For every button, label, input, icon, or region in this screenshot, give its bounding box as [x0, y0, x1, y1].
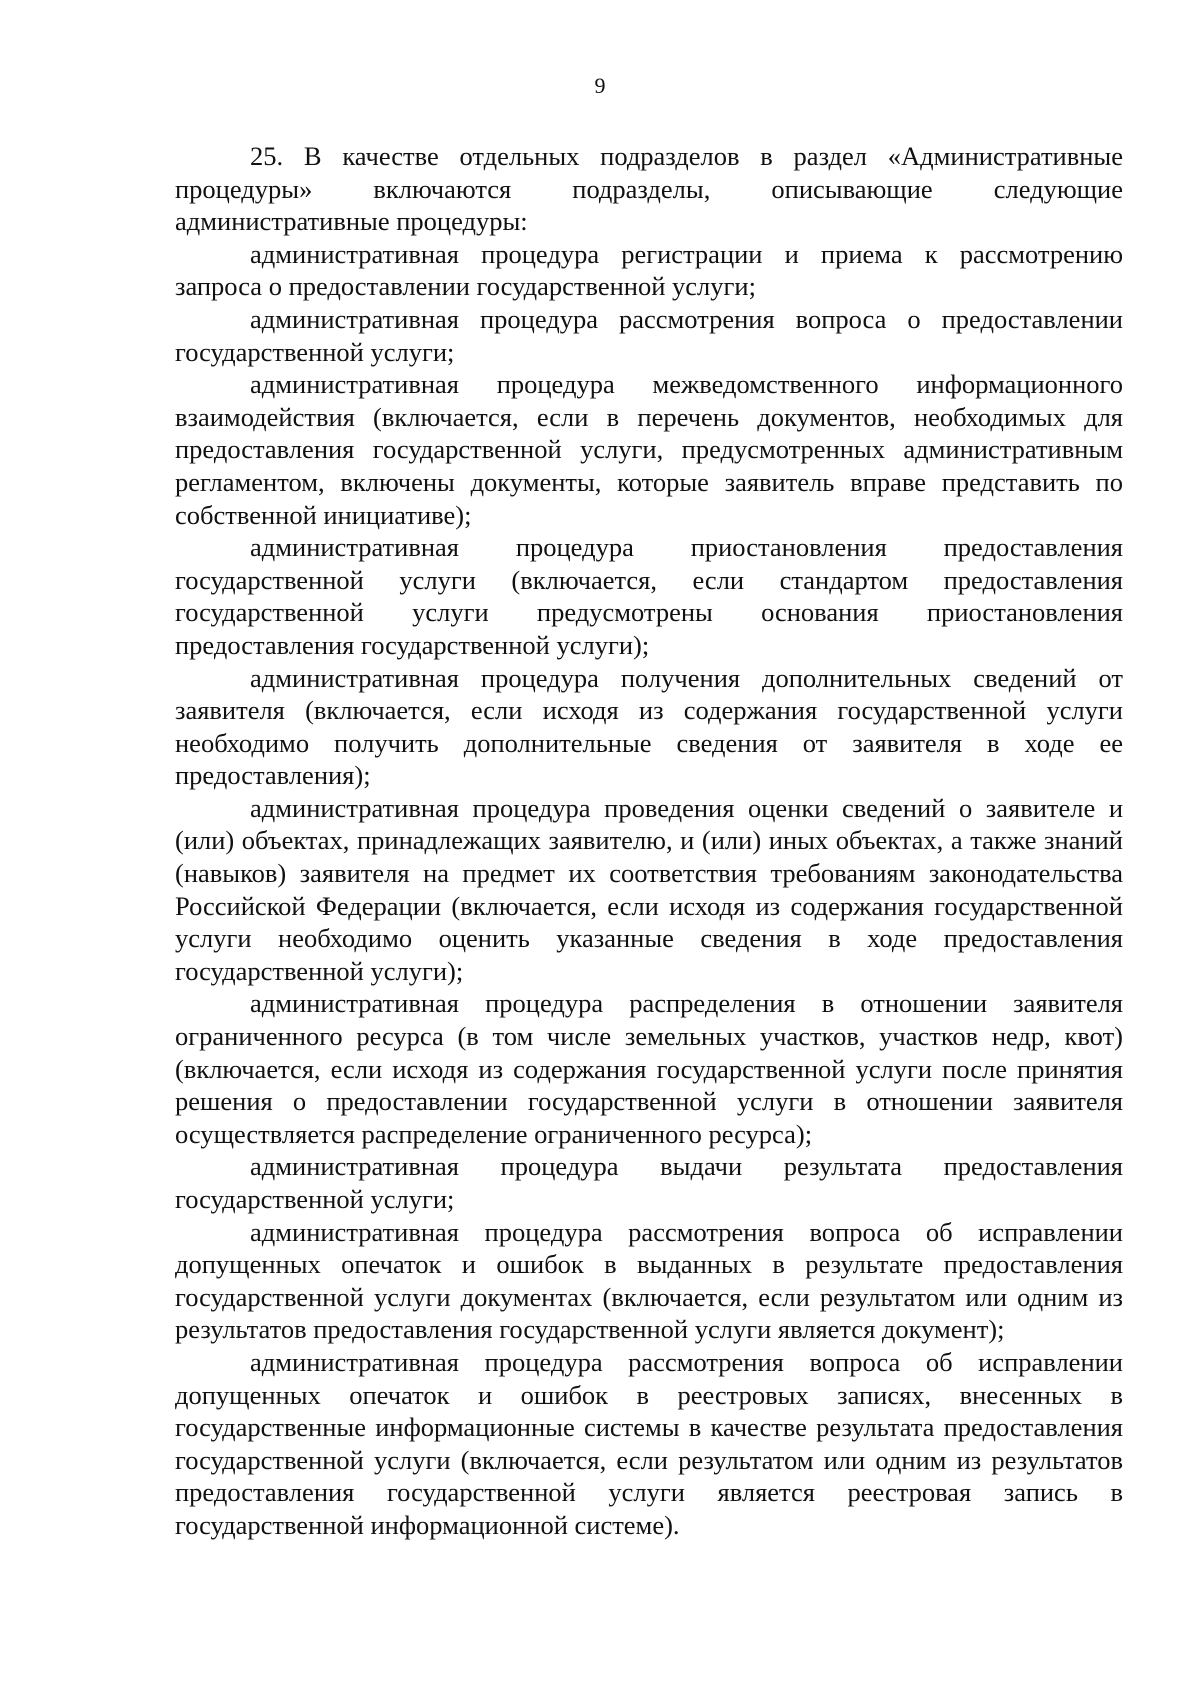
- paragraph-resource-distribution-procedure: административная процедура распределения в отношении заявителя ограниченного ресурса (в том числе земельных участков, участков недр, квот) (включается, если исходя из содержания государственной услуги после принятия решения о предоставлении государственной услуги в отношении заявителя осуществляется распределение ограниченного ресурса);: [175, 988, 1123, 1149]
- paragraph-document-correction-procedure: административная процедура рассмотрения вопроса об исправлении допущенных опечаток и ошибок в выданных в результате предоставления государственной услуги документах (включается, если результатом или одним из результатов предоставления государственной услуги является документ);: [175, 1216, 1123, 1345]
- paragraph-result-issuance-procedure: административная процедура выдачи результата предоставления государственной услуги;: [175, 1151, 1123, 1214]
- paragraph-assessment-procedure: административная процедура проведения оценки сведений о заявителе и (или) объектах, принадлежащих заявителю, и (или) иных объектах, а также знаний (навыков) заявителя на предмет их соответствия требованиям законодательства Российской Федерации (включается, если исходя из содержания государственной услуги необходимо оценить указанные сведения в ходе предоставления государственной услуги);: [175, 792, 1123, 986]
- paragraph-interagency-procedure: административная процедура межведомственного информационного взаимодействия (включается, если в перечень документов, необходимых для предоставления государственной услуги, предусмотренных административным регламентом, включены документы, которые заявитель вправе представить по собственной инициативе);: [175, 369, 1123, 530]
- document-body: [175, 140, 1123, 1542]
- paragraph-additional-info-procedure: административная процедура получения дополнительных сведений от заявителя (включается, если исходя из содержания государственной услуги необходимо получить дополнительные сведения от заявителя в ходе ее предоставления);: [175, 662, 1123, 791]
- page-number: 9: [594, 73, 606, 98]
- paragraph-review-procedure: административная процедура рассмотрения вопроса о предоставлении государственной услуги;: [175, 303, 1123, 367]
- paragraph-suspension-procedure: административная процедура приостановления предоставления государственной услуги (включается, если стандартом предоставления государственной услуги предусмотрены основания приостановления предоставления государственной услуги);: [175, 532, 1123, 660]
- paragraph-registration-procedure: административная процедура регистрации и приема к рассмотрению запроса о предоставлении государственной услуги;: [175, 238, 1123, 302]
- paragraph-registry-correction-procedure: административная процедура рассмотрения вопроса об исправлении допущенных опечаток и ошибок в реестровых записях, внесенных в государственные информационные системы в качестве результата предоставления государственной услуги (включается, если результатом или одним из результатов предоставления государственной услуги является реестровая запись в государственной информационной системе).: [175, 1346, 1123, 1540]
- paragraph-item-25: 25. В качестве отдельных подразделов в раздел «Административные процедуры» включаются подразделы, описывающие следующие административные процедуры:: [175, 141, 1123, 237]
